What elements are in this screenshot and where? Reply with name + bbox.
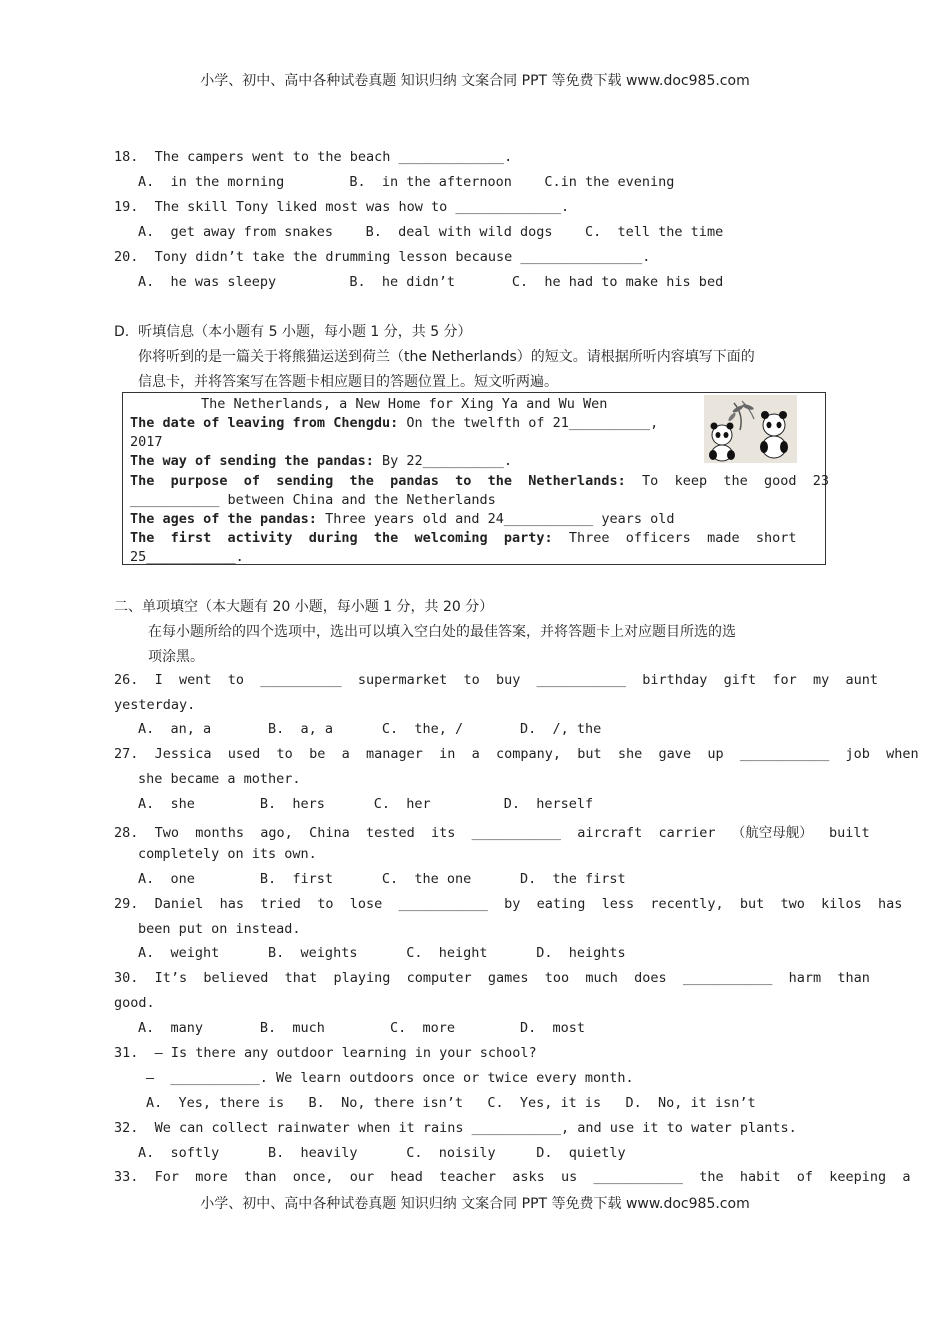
question-30-cont: good. [114, 995, 155, 1011]
section-2-instructions-2: 项涂黑。 [148, 649, 204, 665]
question-31-answer-line: — ___________. We learn outdoors once or twice every month. [146, 1070, 634, 1086]
info-card-row-way: The way of sending the pandas: By 22__________. [130, 453, 513, 469]
question-27-cont: she became a mother. [138, 771, 301, 787]
question-31-options: A. Yes, there is B. No, there isn’t C. Yes, it is D. No, it isn’t [146, 1095, 756, 1111]
section-2-title: 二、单项填空（本大题有 20 小题，每小题 1 分，共 20 分） [114, 599, 494, 615]
section-2-instructions-1: 在每小题所给的四个选项中，选出可以填入空白处的最佳答案，并将答题卡上对应题目所选的选 [148, 624, 736, 640]
question-26-options: A. an, a B. a, a C. the, / D. /, the [138, 721, 602, 737]
question-29-options: A. weight B. weights C. height D. heights [138, 945, 626, 961]
question-19: 19. The skill Tony liked most was how to _____________. [114, 199, 570, 215]
info-card-row-activity: The first activity during the welcoming party: Three officers made short [130, 530, 797, 546]
question-18-options: A. in the morning B. in the afternoon C.in the evening [138, 174, 675, 190]
question-28-cont: completely on its own. [138, 846, 317, 862]
info-card-row-activity-cont: 25___________. [130, 549, 244, 565]
page-header: 小学、初中、高中各种试卷真题 知识归纳 文案合同 PPT 等免费下载 www.doc985.com [200, 73, 750, 89]
section-d-instructions-2: 信息卡，并将答案写在答题卡相应题目的答题位置上。短文听两遍。 [138, 374, 558, 390]
question-30: 30. It’s believed that playing computer games too much does ___________ harm than [114, 970, 870, 986]
question-32: 32. We can collect rainwater when it rains ___________, and use it to water plants. [114, 1120, 797, 1136]
question-27-options: A. she B. hers C. her D. herself [138, 796, 594, 812]
panda-image [704, 395, 797, 463]
question-26-cont: yesterday. [114, 697, 196, 713]
info-card-title: The Netherlands, a New Home for Xing Ya and Wu Wen [201, 396, 608, 412]
question-20: 20. Tony didn’t take the drumming lesson because _______________. [114, 249, 651, 265]
question-28: 28. Two months ago, China tested its ___________ aircraft carrier （航空母舰） built [114, 825, 870, 841]
question-33: 33. For more than once, our head teacher asks us ___________ the habit of keeping a [114, 1169, 911, 1185]
info-card-row-purpose: The purpose of sending the pandas to the Netherlands: To keep the good 23 [130, 473, 829, 489]
question-31: 31. — Is there any outdoor learning in your school? [114, 1045, 537, 1061]
page-footer: 小学、初中、高中各种试卷真题 知识归纳 文案合同 PPT 等免费下载 www.doc985.com [200, 1196, 750, 1212]
section-d-instructions-1: 你将听到的是一篇关于将熊猫运送到荷兰（the Netherlands）的短文。请根据所听内容填写下面的 [138, 349, 755, 365]
question-28-options: A. one B. first C. the one D. the first [138, 871, 626, 887]
question-27: 27. Jessica used to be a manager in a company, but she gave up ___________ job when [114, 746, 919, 762]
question-19-options: A. get away from snakes B. deal with wild dogs C. tell the time [138, 224, 724, 240]
question-29: 29. Daniel has tried to lose ___________ by eating less recently, but two kilos has [114, 896, 903, 912]
question-29-cont: been put on instead. [138, 921, 301, 937]
question-30-options: A. many B. much C. more D. most [138, 1020, 586, 1036]
panda-illustration [704, 395, 797, 463]
info-card-row-purpose-cont: ___________ between China and the Netherlands [130, 492, 496, 508]
section-d-title: D. 听填信息（本小题有 5 小题，每小题 1 分，共 5 分） [114, 324, 472, 340]
question-18: 18. The campers went to the beach _____________. [114, 149, 513, 165]
question-32-options: A. softly B. heavily C. noisily D. quietly [138, 1145, 626, 1161]
question-20-options: A. he was sleepy B. he didn’t C. he had to make his bed [138, 274, 724, 290]
info-card-row-year: 2017 [130, 434, 163, 450]
info-card-row-ages: The ages of the pandas: Three years old and 24___________ years old [130, 511, 675, 527]
info-card-row-date: The date of leaving from Chengdu: On the twelfth of 21__________, [130, 415, 659, 431]
question-26: 26. I went to __________ supermarket to buy ___________ birthday gift for my aunt [114, 672, 879, 688]
